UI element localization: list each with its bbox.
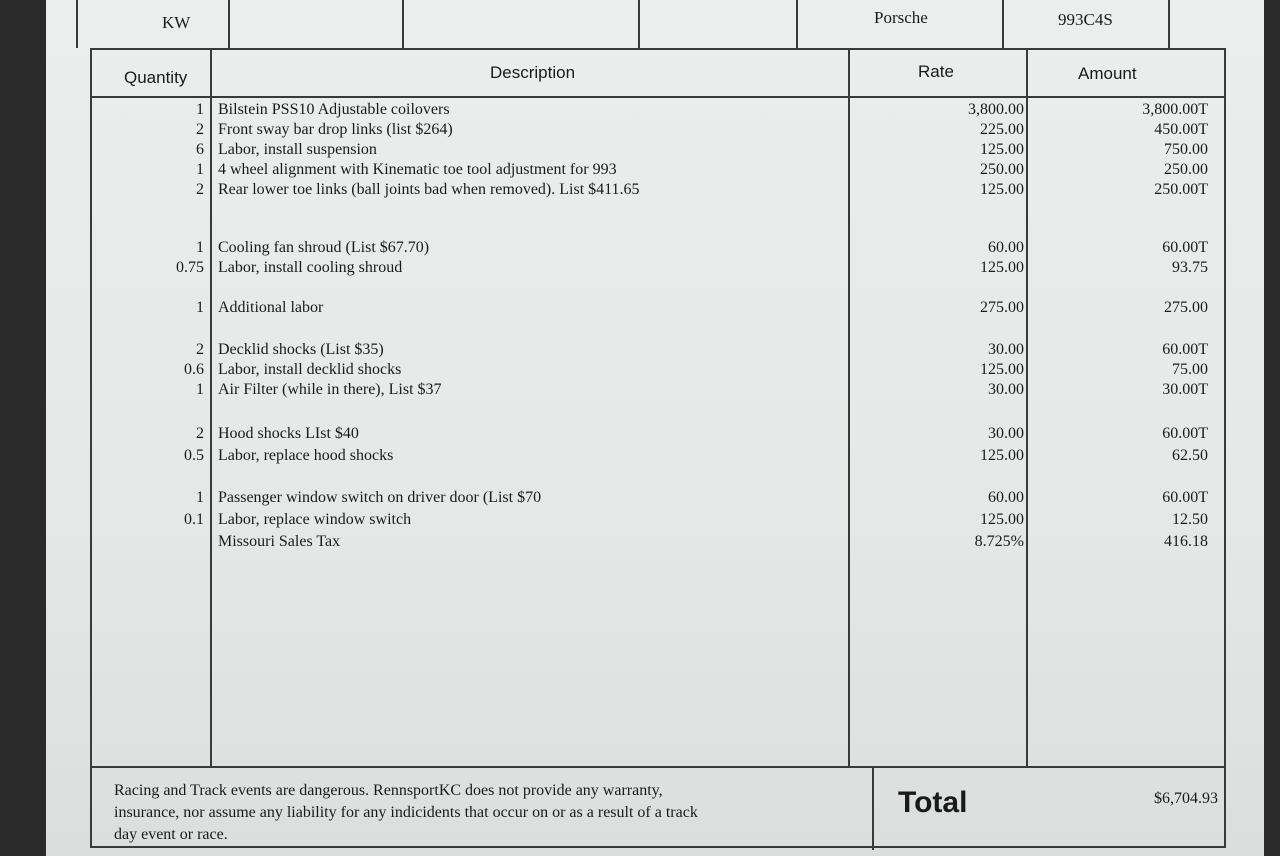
item-rate: 125.00 xyxy=(980,141,1024,158)
blank-cell-1 xyxy=(230,0,404,48)
item-amount: 450.00T xyxy=(1154,121,1208,138)
item-rate: 8.725% xyxy=(974,533,1024,550)
item-rate: 125.00 xyxy=(980,181,1024,198)
item-description: Hood shocks LIst $40 xyxy=(218,425,359,442)
item-amount: 3,800.00T xyxy=(1142,101,1208,118)
item-description: Labor, install cooling shroud xyxy=(218,259,403,276)
item-quantity: 0.1 xyxy=(184,511,204,528)
item-rate: 60.00 xyxy=(988,239,1024,256)
item-quantity: 1 xyxy=(196,381,204,398)
disclaimer-line-1: Racing and Track events are dangerous. RennsportKC does not provide any warranty, xyxy=(114,782,663,799)
header-divider xyxy=(92,96,1224,98)
item-description: Labor, install decklid shocks xyxy=(218,361,402,378)
total-value: $6,704.93 xyxy=(1154,790,1218,807)
item-amount: 62.50 xyxy=(1172,447,1208,464)
disclaimer xyxy=(114,780,814,846)
item-amount: 750.00 xyxy=(1164,141,1208,158)
model-cell xyxy=(1004,0,1162,48)
item-amount: 75.00 xyxy=(1172,361,1208,378)
item-rate: 125.00 xyxy=(980,447,1024,464)
item-description: Bilstein PSS10 Adjustable coilovers xyxy=(218,101,450,118)
rate-divider xyxy=(1026,50,1028,766)
vehicle-make: Porsche xyxy=(874,8,928,27)
item-quantity: 0.75 xyxy=(176,259,204,276)
item-amount: 12.50 xyxy=(1172,511,1208,528)
item-quantity: 6 xyxy=(196,141,204,158)
item-quantity: 0.5 xyxy=(184,447,204,464)
col-header-description: Description xyxy=(490,63,576,82)
item-quantity: 1 xyxy=(196,299,204,316)
desc-divider xyxy=(848,50,850,766)
invoice-table xyxy=(90,48,1226,848)
item-quantity xyxy=(92,532,204,552)
item-description: Front sway bar drop links (list $264) xyxy=(218,121,453,138)
item-rate: 125.00 xyxy=(980,361,1024,378)
total-label: Total xyxy=(898,786,968,819)
item-quantity: 2 xyxy=(196,341,204,358)
item-quantity: 0.6 xyxy=(184,361,204,378)
item-amount: 60.00T xyxy=(1162,239,1208,256)
item-amount: 275.00 xyxy=(1164,299,1208,316)
item-description: Missouri Sales Tax xyxy=(218,533,341,550)
blank-cell-3 xyxy=(640,0,798,48)
item-rate: 250.00 xyxy=(980,161,1024,178)
item-description: Labor, replace window switch xyxy=(218,511,412,528)
item-rate: 3,800.00 xyxy=(968,101,1024,118)
item-rate: 225.00 xyxy=(980,121,1024,138)
item-quantity: 2 xyxy=(196,425,204,442)
make-cell xyxy=(798,0,1004,48)
total-divider xyxy=(872,766,874,850)
item-amount: 30.00T xyxy=(1162,381,1208,398)
item-amount: 60.00T xyxy=(1162,425,1208,442)
item-amount: 416.18 xyxy=(1164,533,1208,550)
item-amount: 93.75 xyxy=(1172,259,1208,276)
qty-divider xyxy=(210,50,212,766)
item-amount: 60.00T xyxy=(1162,341,1208,358)
vehicle-info-table xyxy=(76,0,1170,48)
item-rate: 60.00 xyxy=(988,489,1024,506)
item-description: 4 wheel alignment with Kinematic toe tool adjustment for 993 xyxy=(218,161,617,178)
item-quantity: 1 xyxy=(196,161,204,178)
disclaimer-line-3: day event or race. xyxy=(114,826,228,843)
item-quantity: 2 xyxy=(196,121,204,138)
item-amount: 250.00 xyxy=(1164,161,1208,178)
item-description: Labor, replace hood shocks xyxy=(218,447,394,464)
item-rate: 30.00 xyxy=(988,425,1024,442)
item-rate: 30.00 xyxy=(988,381,1024,398)
item-description: Additional labor xyxy=(218,299,324,316)
item-description: Cooling fan shroud (List $67.70) xyxy=(218,239,430,256)
blank-cell-2 xyxy=(404,0,640,48)
item-description: Rear lower toe links (ball joints bad when removed). List $411.65 xyxy=(218,181,640,198)
item-rate: 30.00 xyxy=(988,341,1024,358)
disclaimer-line-2: insurance, nor assume any liability for any indicidents that occur on or as a result of a track xyxy=(114,804,698,821)
item-rate: 275.00 xyxy=(980,299,1024,316)
vehicle-model: 993C4S xyxy=(1058,10,1113,29)
item-description: Decklid shocks (List $35) xyxy=(218,341,384,358)
footer-divider xyxy=(92,766,1224,768)
item-quantity: 2 xyxy=(196,181,204,198)
item-quantity: 1 xyxy=(196,239,204,256)
customer-name: KW xyxy=(162,13,191,32)
col-header-rate: Rate xyxy=(918,62,954,81)
item-rate: 125.00 xyxy=(980,511,1024,528)
item-description: Air Filter (while in there), List $37 xyxy=(218,381,442,398)
item-quantity: 1 xyxy=(196,101,204,118)
item-amount: 250.00T xyxy=(1154,181,1208,198)
item-description: Labor, install suspension xyxy=(218,141,377,158)
customer-cell xyxy=(78,0,230,48)
item-rate: 125.00 xyxy=(980,259,1024,276)
col-header-amount: Amount xyxy=(1078,64,1137,83)
item-description: Passenger window switch on driver door (List $70 xyxy=(218,489,542,506)
col-header-quantity: Quantity xyxy=(124,68,188,87)
item-amount: 60.00T xyxy=(1162,489,1208,506)
item-quantity: 1 xyxy=(196,489,204,506)
